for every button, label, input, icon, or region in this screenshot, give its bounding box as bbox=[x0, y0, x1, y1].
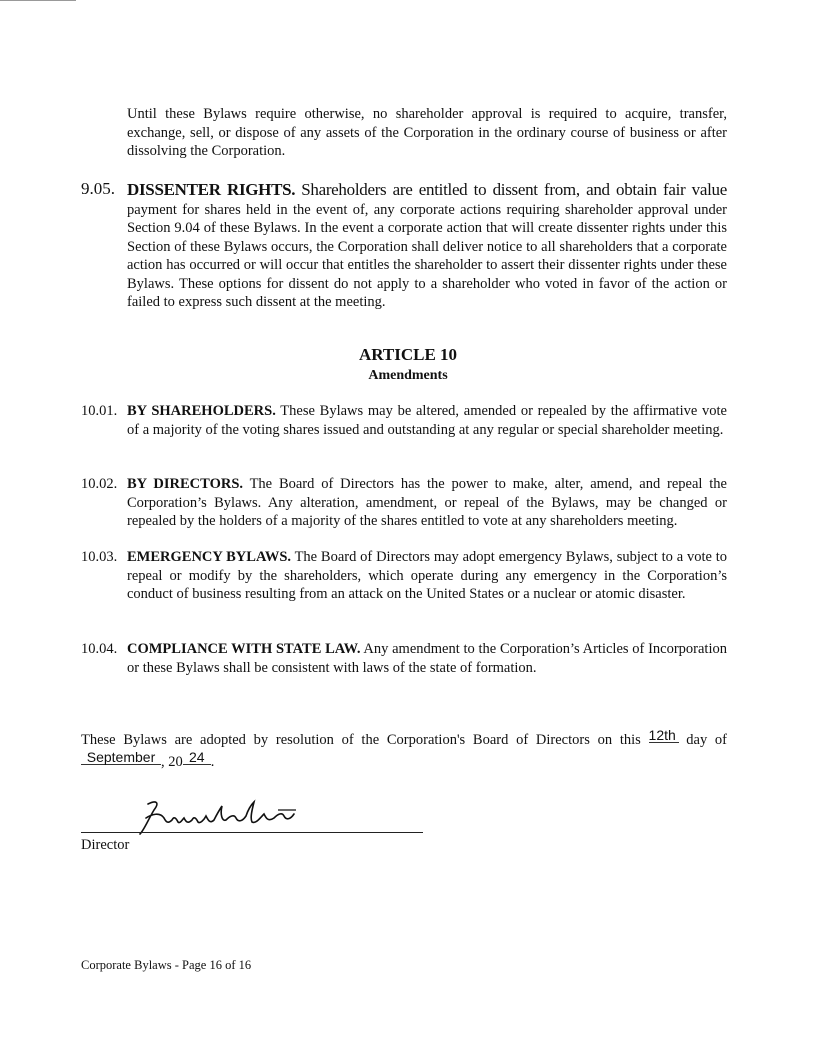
section-number: 9.05. bbox=[81, 179, 115, 198]
section-text: The Board of Directors has the power to make, alter, amend, and repeal the Corporation’s Bylaws. Any alteration, amendment, or repeal of the Bylaws, may be changed or repealed by the holders of a majority of the shares entitled to vote at any shareholders meeting. bbox=[127, 476, 727, 529]
section-body bbox=[127, 548, 727, 604]
section-title: DISSENTER RIGHTS. bbox=[127, 180, 296, 199]
section-body bbox=[127, 181, 727, 312]
section-text: payment for shares held in the event of, any corporate actions requiring shareholder approval under Section 9.04 of these Bylaws. In the event a corporate action that will create dissenter rights under this Section of these Bylaws occurs, the Corporation shall deliver notice to all shareholders that a corporate action has occurred or will occur that entitles the shareholder to assert their dissenter rights under these Bylaws. These options for dissent do not apply to a shareholder who voted in favor of the action or failed to express such dissent at the meeting. bbox=[127, 201, 727, 310]
signature-role: Director bbox=[81, 837, 130, 853]
section-body bbox=[127, 402, 727, 439]
section-text: Any amendment to the Corporation’s Articles of Incorporation or these Bylaws shall be consistent with laws of the state of formation. bbox=[127, 641, 727, 676]
adoption-line-2: September , 20 24 . bbox=[81, 751, 727, 773]
section-text: These Bylaws may be altered, amended or repealed by the affirmative vote of a majority of the voting shares issued and outstanding at any regular or special shareholder meeting. bbox=[127, 403, 727, 438]
section-number: 10.03. bbox=[81, 549, 118, 565]
section-lead-text: Shareholders are entitled to dissent from, and obtain fair value bbox=[301, 180, 727, 199]
article-title: ARTICLE 10 bbox=[358, 345, 458, 364]
section-title: BY DIRECTORS. bbox=[127, 476, 244, 492]
year-prefix: 20 bbox=[168, 754, 183, 770]
top-rule bbox=[0, 0, 76, 1]
section-title: COMPLIANCE WITH STATE LAW. bbox=[127, 641, 361, 657]
day-field: 12th bbox=[649, 728, 679, 743]
director-signature bbox=[138, 796, 318, 836]
section-body bbox=[127, 640, 727, 677]
section-10-04 bbox=[81, 640, 727, 677]
section-title: BY SHAREHOLDERS. bbox=[127, 403, 276, 419]
section-number: 10.01. bbox=[81, 403, 118, 419]
section-10-01 bbox=[81, 402, 727, 439]
section-title: EMERGENCY BYLAWS. bbox=[127, 549, 292, 565]
month-field: September bbox=[81, 750, 161, 765]
section-text: The Board of Directors may adopt emergency Bylaws, subject to a vote to repeal or modify by the shareholders, which operate during any emergency in the Corporation’s conduct of business resulting from an attack on the United States or a nuclear or atomic disaster. bbox=[127, 549, 727, 602]
section-number: 10.04. bbox=[81, 641, 118, 657]
adoption-statement bbox=[81, 729, 727, 773]
section-9-05 bbox=[81, 181, 727, 312]
section-body bbox=[127, 475, 727, 531]
section-number: 10.02. bbox=[81, 476, 118, 492]
year-field: 24 bbox=[183, 750, 211, 765]
day-of-text: day of bbox=[686, 732, 728, 748]
signature-line bbox=[81, 832, 423, 833]
section-10-03 bbox=[81, 548, 727, 604]
section-10-02 bbox=[81, 475, 727, 531]
page-footer: Corporate Bylaws - Page 16 of 16 bbox=[81, 958, 252, 972]
continuation-paragraph: Until these Bylaws require otherwise, no shareholder approval is required to acquire, transfer, exchange, sell, or dispose of any assets of the Corporation in the ordinary course of business or after dissolving the Corporation. bbox=[127, 106, 727, 159]
adoption-line-1 bbox=[81, 729, 727, 751]
article-subtitle: Amendments bbox=[368, 368, 448, 383]
adoption-text: These Bylaws are adopted by resolution of the Corporation's Board of Directors on this bbox=[81, 732, 641, 748]
